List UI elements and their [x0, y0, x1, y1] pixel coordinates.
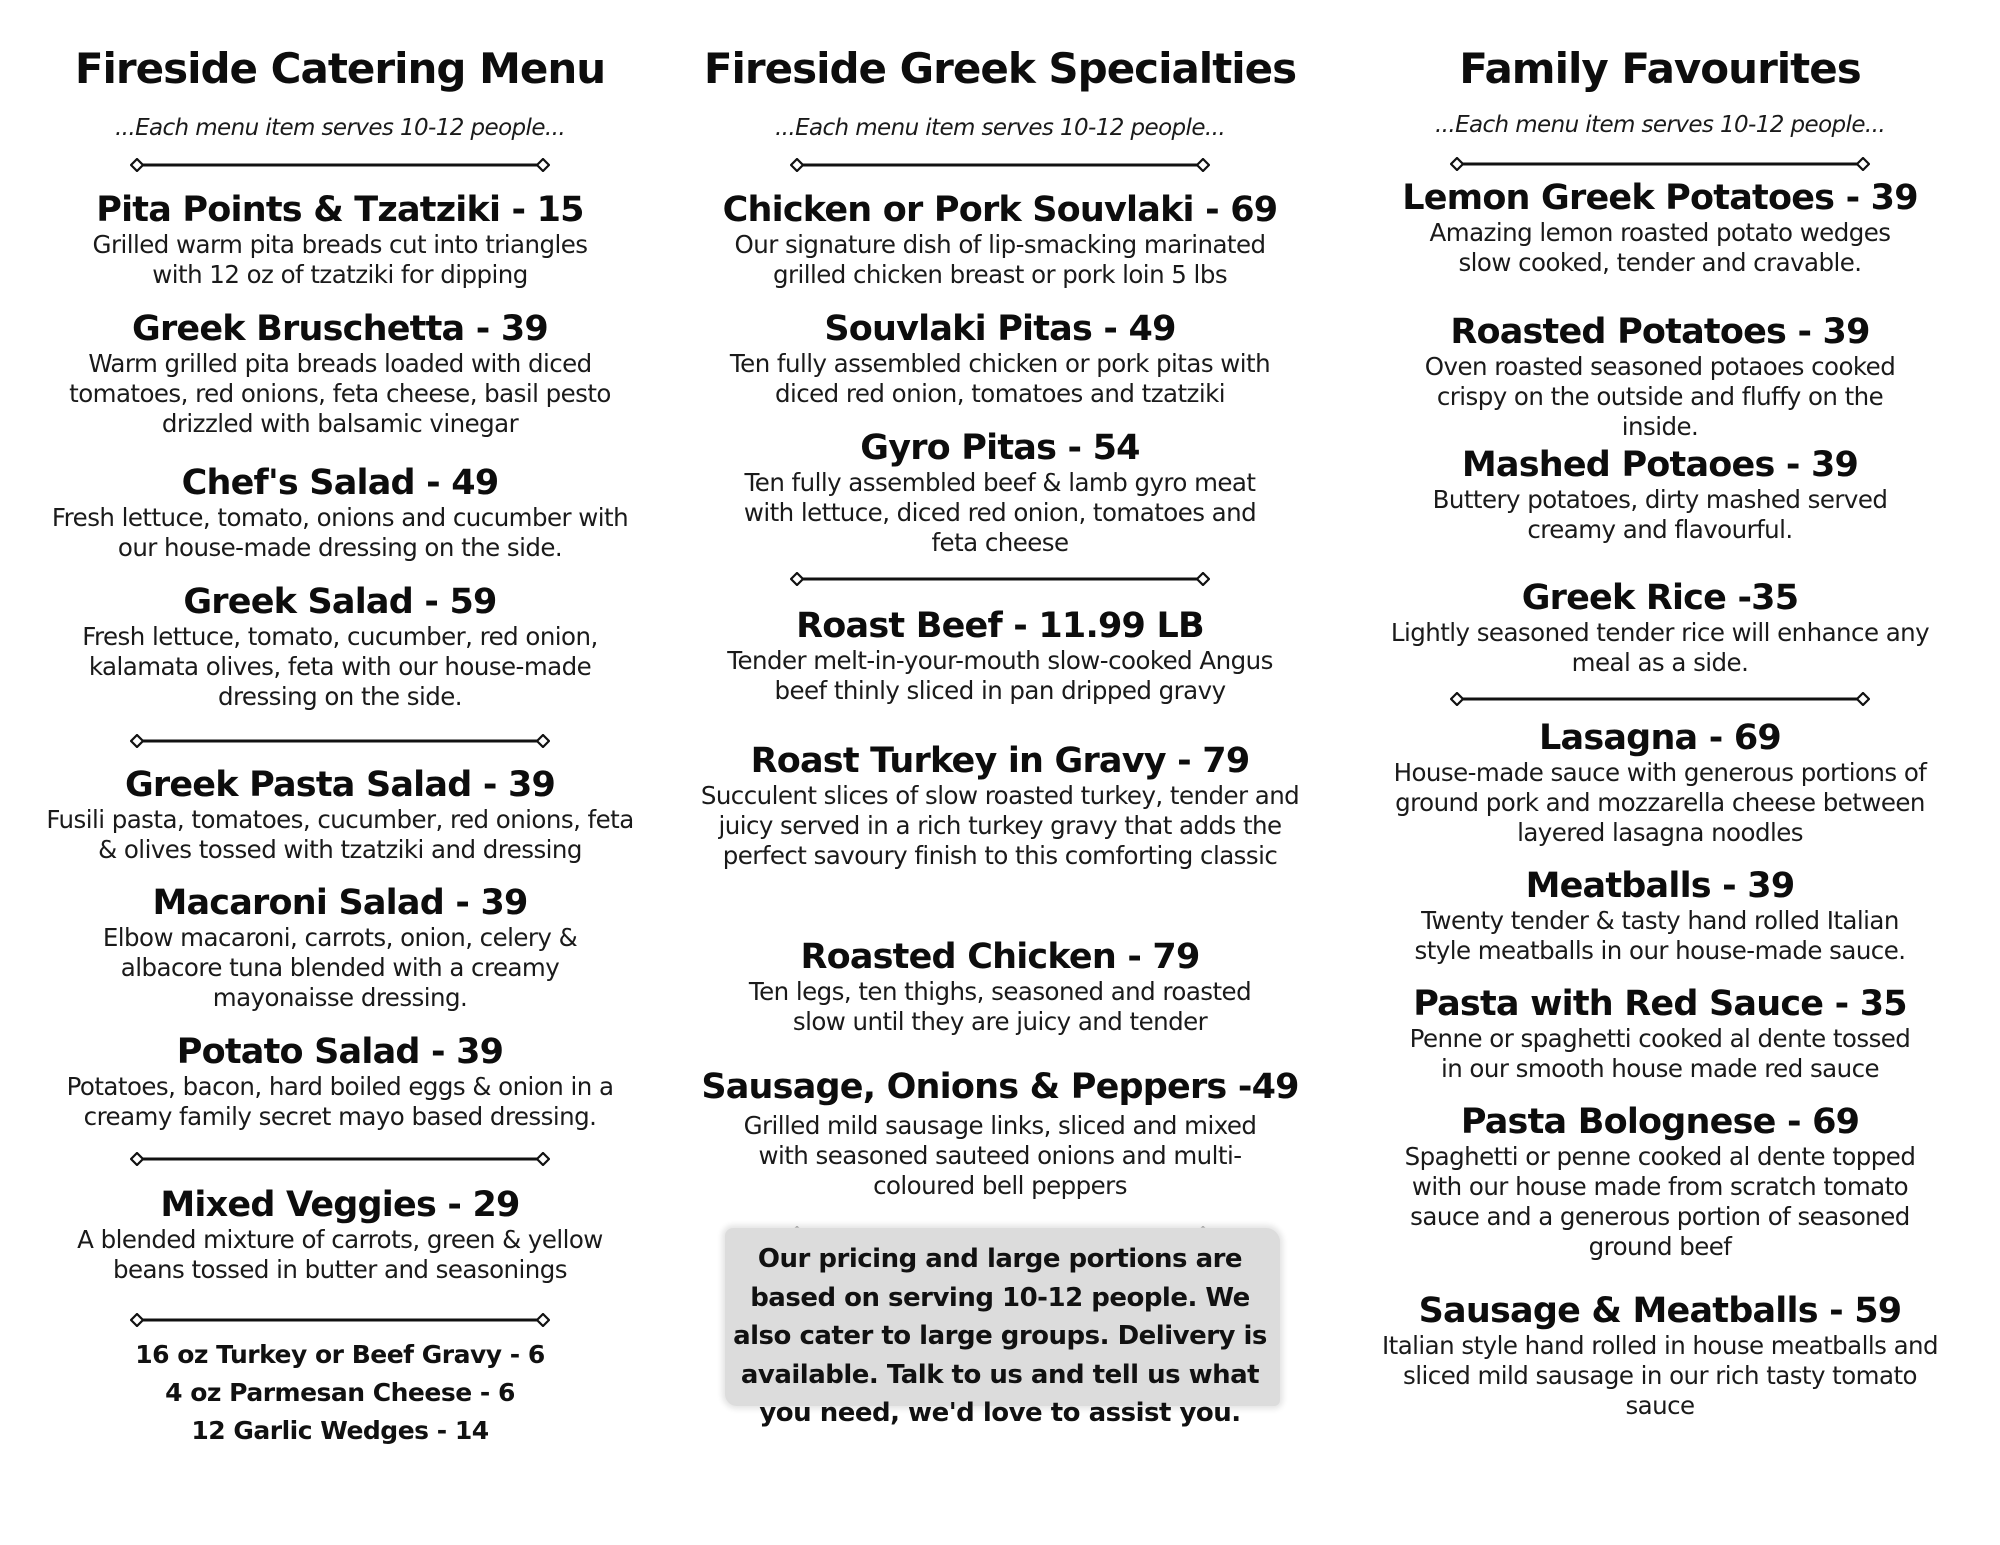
menu-item-description: Amazing lemon roasted potato wedges slow cooked, tender and cravable.: [1429, 218, 1891, 277]
menu-column-catering: [40, 0, 640, 1545]
divider: [700, 572, 1300, 586]
menu-item-title: Sausage, Onions & Peppers -49: [701, 1067, 1299, 1107]
menu-item-description: Grilled warm pita breads cut into triangles with 12 oz of tzatziki for dipping: [92, 230, 588, 289]
menu-item-title: Mixed Veggies - 29: [160, 1185, 520, 1225]
menu-item-title: Sausage & Meatballs - 59: [1418, 1291, 1902, 1331]
menu-column-family-favourites: [1360, 0, 1960, 1545]
menu-item-description: Spaghetti or penne cooked al dente topped with our house made from scratch tomato sauce and a generous portion of seasoned ground beef: [1404, 1142, 1916, 1261]
menu-item-description: Penne or spaghetti cooked al dente tossed in our smooth house made red sauce: [1409, 1024, 1911, 1083]
menu-item: [700, 937, 1300, 1037]
menu-item: [40, 883, 640, 1013]
menu-column-greek-specialties: [700, 0, 1300, 1545]
catering-note: Our pricing and large portions are based on serving 10-12 people. We also cater to large groups. Delivery is available. Talk to us and tell us what you need, we'd love to assist you.: [733, 1244, 1267, 1428]
column-subtitle: ...Each menu item serves 10-12 people...: [1434, 112, 1886, 138]
column-title: Fireside Catering Menu: [74, 44, 606, 93]
menu-item-description: Ten legs, ten thighs, seasoned and roasted slow until they are juicy and tender: [748, 977, 1252, 1036]
column-title: Family Favourites: [1459, 44, 1861, 93]
menu-item: [1360, 718, 1960, 848]
menu-item-description: Fresh lettuce, tomato, onions and cucumber with our house-made dressing on the side.: [51, 503, 629, 562]
menu-item: [1360, 312, 1960, 442]
menu-item: [1360, 578, 1960, 678]
menu-item: [40, 190, 640, 290]
menu-item-description: Tender melt-in-your-mouth slow-cooked Angus beef thinly sliced in pan dripped gravy: [727, 646, 1273, 705]
menu-item-description: Italian style hand rolled in house meatballs and sliced mild sausage in our rich tasty tomato sauce: [1381, 1331, 1939, 1420]
menu-item-title: Greek Bruschetta - 39: [132, 309, 548, 349]
menu-item-title: Pasta with Red Sauce - 35: [1413, 984, 1907, 1024]
menu-item-title: Potato Salad - 39: [176, 1032, 504, 1072]
menu-item-title: Chef's Salad - 49: [181, 463, 499, 503]
menu-item: [1360, 178, 1960, 278]
menu-item-title: Pita Points & Tzatziki - 15: [96, 190, 584, 230]
menu-item-title: Roast Turkey in Gravy - 79: [750, 741, 1250, 781]
menu-item-description: Grilled mild sausage links, sliced and mixed with seasoned sauteed onions and multi-coloured bell peppers: [743, 1111, 1257, 1200]
menu-item-title: Greek Pasta Salad - 39: [124, 765, 556, 805]
extras-list: [40, 1336, 640, 1450]
divider: [40, 734, 640, 748]
menu-item-description: A blended mixture of carrots, green & yellow beans tossed in butter and seasonings: [77, 1225, 603, 1284]
menu-item-description: House-made sauce with generous portions of ground pork and mozzarella cheese between layered lasagna noodles: [1393, 758, 1927, 847]
menu-item-description: Ten fully assembled beef & lamb gyro meat with lettuce, diced red onion, tomatoes and feta cheese: [743, 468, 1257, 557]
menu-item-title: Roasted Chicken - 79: [800, 937, 1200, 977]
column-subtitle: ...Each menu item serves 10-12 people...: [114, 115, 566, 141]
menu-item: [1360, 984, 1960, 1084]
menu-item: [700, 190, 1300, 290]
menu-item-description: Our signature dish of lip-smacking marinated grilled chicken breast or pork loin 5 lbs: [734, 230, 1266, 289]
menu-item: [40, 1032, 640, 1132]
menu-item-description: Potatoes, bacon, hard boiled eggs & onion in a creamy family secret mayo based dressing.: [66, 1072, 614, 1131]
extras-item: 12 Garlic Wedges - 14: [191, 1416, 489, 1445]
menu-item-title: Pasta Bolognese - 69: [1460, 1102, 1860, 1142]
menu-item: [700, 606, 1300, 706]
menu-item-title: Mashed Potaoes - 39: [1461, 445, 1859, 485]
menu-item: [1360, 445, 1960, 545]
menu-item: [1360, 1291, 1960, 1421]
menu-item-description: Lightly seasoned tender rice will enhance any meal as a side.: [1390, 618, 1930, 677]
menu-item: [1360, 866, 1960, 966]
menu-item: [40, 1185, 640, 1285]
divider: [40, 1313, 640, 1327]
menu-item-title: Greek Rice -35: [1521, 578, 1799, 618]
extras-item: 16 oz Turkey or Beef Gravy - 6: [135, 1340, 545, 1369]
menu-item-description: Buttery potatoes, dirty mashed served creamy and flavourful.: [1432, 485, 1888, 544]
menu-item-description: Warm grilled pita breads loaded with diced tomatoes, red onions, feta cheese, basil pesto drizzled with balsamic vinegar: [69, 349, 611, 438]
menu-item-title: Roast Beef - 11.99 LB: [796, 606, 1204, 646]
menu-item-title: Gyro Pitas - 54: [860, 428, 1140, 468]
extras-item: 4 oz Parmesan Cheese - 6: [165, 1378, 515, 1407]
menu-item-description: Elbow macaroni, carrots, onion, celery & albacore tuna blended with a creamy mayonaisse dressing.: [102, 923, 578, 1012]
menu-item: [700, 1067, 1300, 1201]
menu-item-title: Meatballs - 39: [1525, 866, 1795, 906]
menu-item-title: Lemon Greek Potatoes - 39: [1402, 178, 1918, 218]
menu-item: [40, 765, 640, 865]
menu-item-description: Twenty tender & tasty hand rolled Italian style meatballs in our house-made sauce.: [1414, 906, 1906, 965]
menu-item-title: Roasted Potatoes - 39: [1450, 312, 1870, 352]
menu-item-description: Oven roasted seasoned potaoes cooked crispy on the outside and fluffy on the inside.: [1424, 352, 1896, 441]
divider: [1360, 692, 1960, 706]
menu-item: [40, 309, 640, 439]
column-subtitle: ...Each menu item serves 10-12 people...: [774, 115, 1226, 141]
menu-item-title: Souvlaki Pitas - 49: [824, 309, 1176, 349]
menu-item: [700, 428, 1300, 558]
menu-item-title: Chicken or Pork Souvlaki - 69: [722, 190, 1278, 230]
divider: [40, 1152, 640, 1166]
menu-item: [700, 309, 1300, 409]
divider: [1360, 157, 1960, 171]
menu-item-description: Succulent slices of slow roasted turkey, tender and juicy served in a rich turkey gravy that adds the perfect savoury finish to this comforting classic: [700, 781, 1300, 870]
column-title: Fireside Greek Specialties: [703, 44, 1297, 93]
menu-item-title: Lasagna - 69: [1539, 718, 1781, 758]
menu-item: [40, 463, 640, 563]
menu-item-description: Ten fully assembled chicken or pork pitas with diced red onion, tomatoes and tzatziki: [729, 349, 1271, 408]
menu-item-title: Macaroni Salad - 39: [152, 883, 528, 923]
menu-item-description: Fusili pasta, tomatoes, cucumber, red onions, feta & olives tossed with tzatziki and dressing: [46, 805, 634, 864]
menu-item: [700, 741, 1300, 871]
divider: [40, 158, 640, 172]
menu-item: [40, 582, 640, 712]
menu-item: [1360, 1102, 1960, 1262]
menu-item-description: Fresh lettuce, tomato, cucumber, red onion, kalamata olives, feta with our house-made dressing on the side.: [82, 622, 598, 711]
menu-item-title: Greek Salad - 59: [183, 582, 497, 622]
divider: [700, 158, 1300, 172]
